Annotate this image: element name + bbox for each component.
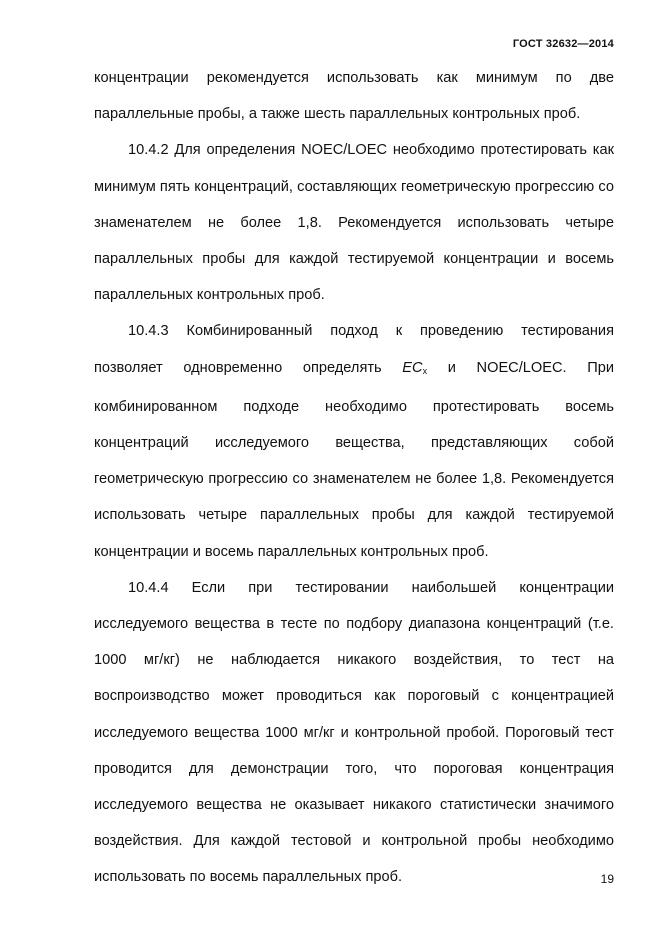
paragraph-10-4-3-text-end: и NOEC/LOEC. При комбинированном подходе необходимо протестировать восемь концентраций исследуемого вещества, представляющих собой геометрическую прогрессию со знаменателем не более 1,8. Рекомендуется использовать четыре параллельных пробы для каждой тестируемой концентрации и восемь параллельных контрольных проб. — [94, 359, 614, 560]
ecx-main: EC — [402, 359, 423, 376]
paragraph-10-4-2: 10.4.2 Для определения NOEC/LOEC необходимо протестировать как минимум пять концентраций, составляющих геометрическую прогрессию со знаменателем не более 1,8. Рекомендуется использовать четыре параллельных пробы для каждой тестируемой концентрации и восемь параллельных контрольных проб. — [94, 142, 614, 304]
paragraph-10-4-4: 10.4.4 Если при тестировании наибольшей концентрации исследуемого вещества в тесте по подбору диапазона концентраций (т.е. 1000 мг/кг) не наблюдается никакого воздействия, то тест на воспроизводство может проводиться как пороговый с концентрацией исследуемого вещества 1000 мг/кг и контрольной пробой. Пороговый тест проводится для демонстрации того, что пороговая концентрация исследуемого вещества не оказывает никакого статистически значимого воздействия. Для каждой тестовой и контрольной пробы необходимо использовать по восемь параллельных проб. — [94, 579, 614, 886]
ecx-term — [402, 360, 427, 376]
paragraph-10-4-3 — [94, 313, 614, 569]
page-number: 19 — [600, 872, 614, 886]
document-header: ГОСТ 32632—2014 — [512, 38, 614, 50]
document-body — [94, 60, 614, 896]
paragraph-10-4-3-text-start: 10.4.3 Комбинированный подход к проведению тестирования позволяет одновременно определять — [94, 323, 614, 376]
paragraph-continuation: концентрации рекомендуется использовать как минимум по две параллельные пробы, а также шесть параллельных контрольных проб. — [94, 70, 614, 123]
ecx-subscript: x — [422, 365, 428, 376]
